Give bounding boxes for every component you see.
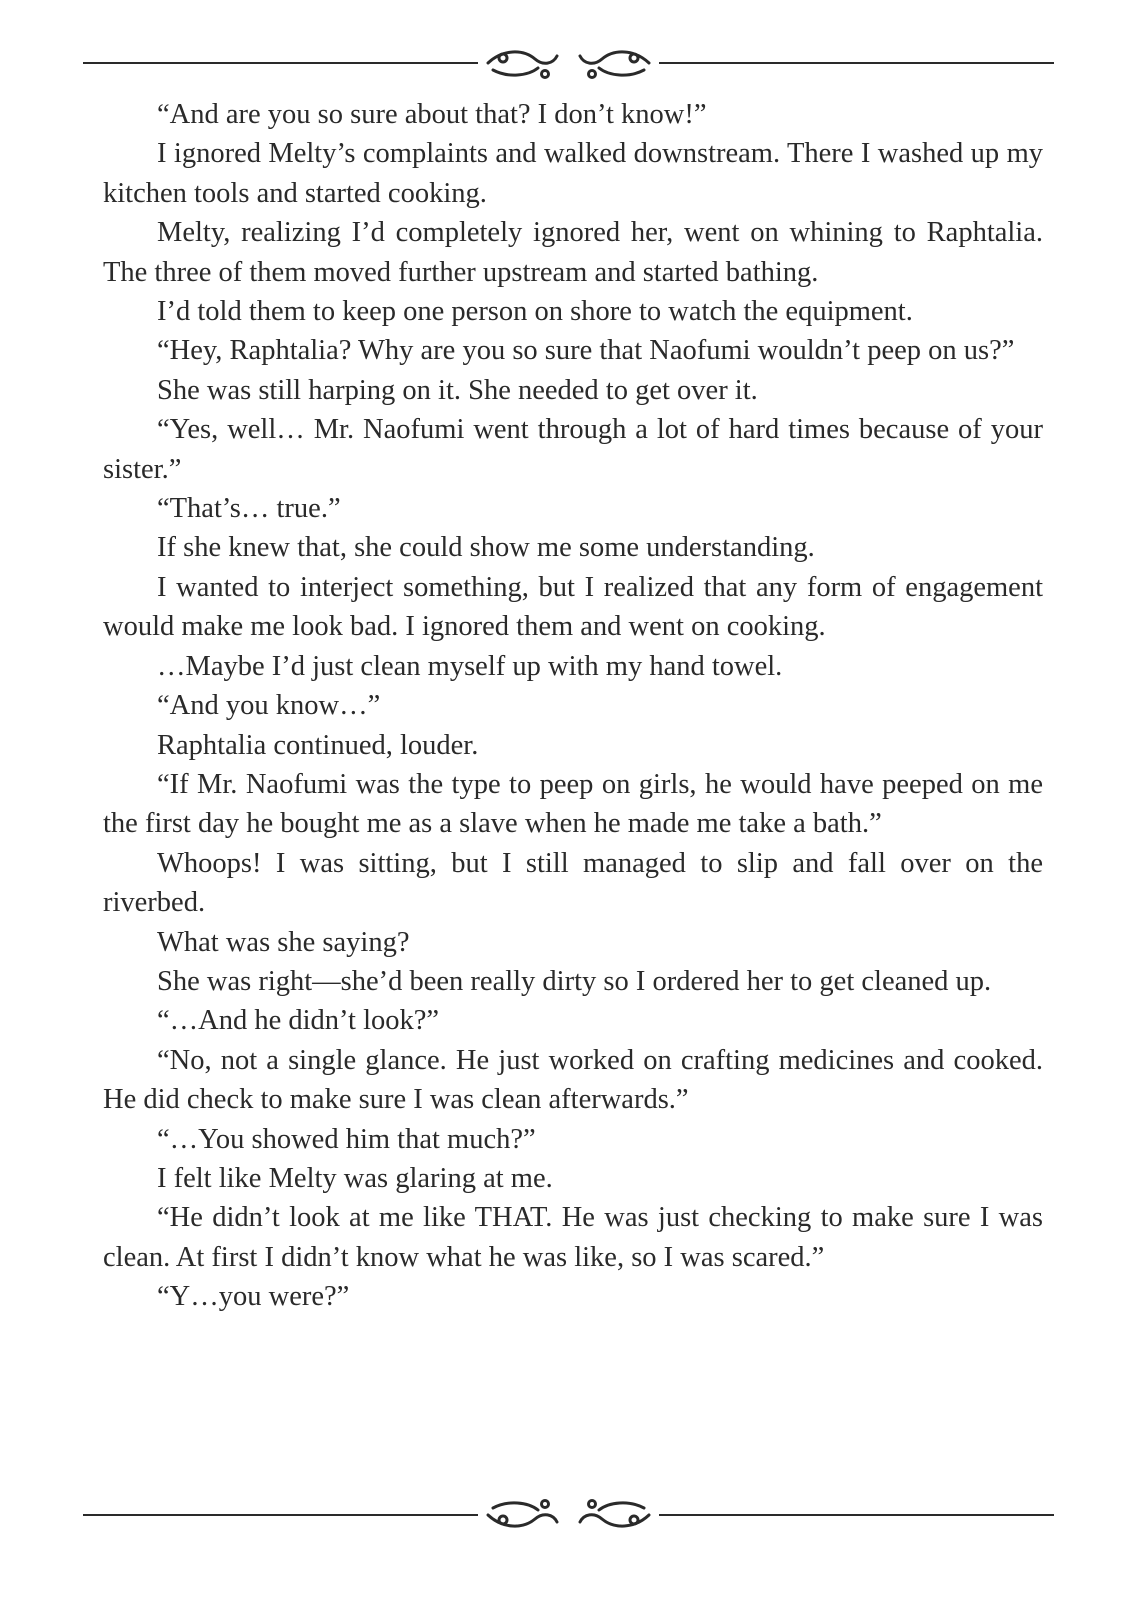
paragraph: She was still harping on it. She needed to get over it. [157,374,758,406]
paragraph: …Maybe I’d just clean myself up with my hand towel. [157,650,783,682]
paragraph: “He didn’t look at me like THAT. He was just checking to make sure I was clean. At first I didn’t know what he was like, so I was scared.” [103,1202,1043,1273]
bottom-ornamental-divider [83,1498,1054,1532]
flourish-ornament-icon [83,46,1054,80]
book-page-text [103,95,1043,1317]
paragraph: I felt like Melty was glaring at me. [157,1162,553,1194]
paragraph: Whoops! I was sitting, but I still managed to slip and fall over on the riverbed. [103,847,1043,919]
paragraph: “Y…you were?” [157,1281,350,1313]
paragraph: She was right—she’d been really dirty so I ordered her to get cleaned up. [157,965,992,997]
paragraph: “…You showed him that much?” [157,1123,536,1155]
paragraph: “No, not a single glance. He just worked on crafting medicines and cooked. He did check to make sure I was clean afterwards.” [103,1044,1043,1116]
paragraph: “And are you so sure about that? I don’t know!” [157,99,707,130]
paragraph: Raphtalia continued, louder. [157,729,479,761]
paragraph: “And you know…” [157,690,381,722]
paragraph: “Yes, well… Mr. Naofumi went through a lot of hard times because of your sister.” [103,414,1043,485]
top-ornamental-divider [83,46,1054,80]
paragraph: I’d told them to keep one person on shore to watch the equipment. [157,296,913,328]
flourish-ornament-icon [83,1498,1054,1532]
paragraph: “That’s… true.” [157,493,341,525]
paragraph: “If Mr. Naofumi was the type to peep on girls, he would have peeped on me the first day he bought me as a slave when he made me take a bath.” [103,768,1043,840]
paragraph: “…And he didn’t look?” [157,1005,440,1037]
paragraph: Melty, realizing I’d completely ignored her, went on whining to Raphtalia. The three of them moved further upstream and started bathing. [103,217,1043,288]
paragraph: “Hey, Raphtalia? Why are you so sure that Naofumi wouldn’t peep on us?” [157,335,1015,367]
paragraph: If she knew that, she could show me some understanding. [157,532,815,564]
paragraph: I ignored Melty’s complaints and walked downstream. There I washed up my kitchen tools and started cooking. [103,138,1043,209]
paragraph: What was she saying? [157,926,410,958]
paragraph: I wanted to interject something, but I realized that any form of engagement would make me look bad. I ignored them and went on cooking. [103,571,1043,643]
